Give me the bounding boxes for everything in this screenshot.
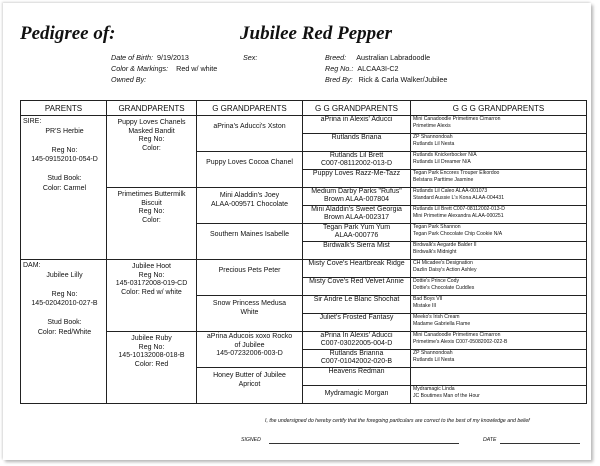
g-grandparent-5: Precious Pets Peter [197, 260, 303, 296]
sex-field: Sex: [243, 53, 258, 62]
bredby-field: Bred By: Rick & Carla Walker/Jubilee [325, 75, 448, 84]
title-row [20, 23, 580, 47]
reg-field: Reg No.: ALCAA3I-C2 [325, 64, 399, 73]
ggg-grandparent-5: Rutlands Lil Caleo ALAA-001073 Standard Aussie L's Kona ALAA-004431 [411, 188, 587, 206]
sire-cell: SIRE: PR'S Herbie Reg No: 145-09152010-054-D Stud Book: Color: Carmel [21, 116, 107, 260]
ggg-grandparent-13: Mini Canadoodle Primetimes Cimarron Primetime's Alexis C007-05082002-022-B [411, 332, 587, 350]
ggg-grandparent-1: Mini Canadoodle Primetimes Cimarron Primetime Alexis [411, 116, 587, 134]
date-line [500, 443, 580, 444]
breed-field: Breed: Australian Labradoodle [325, 53, 431, 62]
dam-cell: DAM: Jubilee Lilly Reg No: 145-02042010-027-B Stud Book: Color: Red/White [21, 260, 107, 404]
g-grandparent-4: Southern Maines Isabelle [197, 224, 303, 260]
pedigree-sheet [3, 3, 591, 460]
ggg-grandparent-6: Rutlands Lil Brett C007-08112002-013-D Mini Primetime Alexandra ALAA-000251 [411, 206, 587, 224]
ggg-grandparent-14: ZP Shannondoah Rutlands Lil Nesta [411, 350, 587, 368]
dog-name: Jubilee Red Pepper [240, 23, 392, 44]
color-field: Color & Markings: Red w/ white [111, 64, 218, 73]
gg-grandparent-1: aPrina in Alexis' Aducci [303, 116, 411, 134]
ggg-grandparent-16: Mydramagic Linda JC Boutimes Man of the Hour [411, 386, 587, 404]
pedigree-table [20, 100, 587, 404]
g-grandparent-7: aPrina Aducois xoxo Rocko of Jubilee 145-07232006-003-D [197, 332, 303, 368]
col-g-grandparents: G GRANDPARENTS [197, 101, 303, 116]
gg-grandparent-8: Birdwalk's Sierra Mist [303, 242, 411, 260]
ggg-grandparent-9: CH Micadee's Designation Dazlin Daisy's Action Ashley [411, 260, 587, 278]
date-label: DATE [483, 437, 497, 443]
g-grandparent-8: Honey Butter of Jubilee Apricot [197, 368, 303, 404]
ggg-grandparent-7: Tegan Park Shannon Tegan Park Chocolate Chip Cookie N/A [411, 224, 587, 242]
signed-label: SIGNED [241, 437, 261, 443]
gg-grandparent-4: Puppy Loves Razz-Me-Tazz [303, 170, 411, 188]
col-parents: PARENTS [21, 101, 107, 116]
ggg-grandparent-11: Bad Boys VII Mistake III [411, 296, 587, 314]
g-grandparent-1: aPrina's Aducci's Xston [197, 116, 303, 152]
grandparent-2: Primetimes Buttermilk Biscuit Reg No: Color: [107, 188, 197, 260]
col-ggg-grandparents: G G G GRANDPARENTS [411, 101, 587, 116]
col-grandparents: GRANDPARENTS [107, 101, 197, 116]
signature-line [269, 443, 459, 444]
ggg-grandparent-12: Meeko's Irish Cream Madame Gabriella Flame [411, 314, 587, 332]
gg-grandparent-5: Medium Darby Parks "Rufus" Brown ALAA-007804 [303, 188, 411, 206]
grandparent-4: Jubilee Ruby Reg No: 145-10132008-018-B Color: Red [107, 332, 197, 404]
gg-grandparent-6: Mini Aladdin's Sweet Georgia Brown ALAA-002317 [303, 206, 411, 224]
gg-grandparent-12: Juliet's Frosted Fantasy [303, 314, 411, 332]
g-grandparent-2: Puppy Loves Cocoa Chanel [197, 152, 303, 188]
ggg-grandparent-3: Rutlands Knickerbocker N/A Rutlands Lil Dreamer N/A [411, 152, 587, 170]
ggg-grandparent-8: Birdwalk's Aegarde Balder II Birdwalk's Midnight [411, 242, 587, 260]
pedigree-label: Pedigree of: [20, 23, 116, 44]
gg-grandparent-10: Misty Cove's Red Velvet Annie [303, 278, 411, 296]
gg-grandparent-14: Rutlands Brianna C007-01042002-020-B [303, 350, 411, 368]
gg-grandparent-7: Tegan Park Yum Yum ALAA-000776 [303, 224, 411, 242]
certification-text: I, the undersigned do hereby certify that the foregoing particulars are correct to the best of my knowledge and belief [265, 418, 530, 424]
grandparent-3: Jubilee Hoot Reg No: 145-03172008-019-CD Color: Red w/ white [107, 260, 197, 332]
grandparent-1: Puppy Loves Chanels Masked Bandit Reg No: Color: [107, 116, 197, 188]
gg-grandparent-15: Heavens Redman [303, 368, 411, 386]
gg-grandparent-13: aPrina In Alexis' Aducci C007-03022005-004-D [303, 332, 411, 350]
owned-field: Owned By: [111, 75, 147, 84]
g-grandparent-6: Snow Princess Medusa White [197, 296, 303, 332]
ggg-grandparent-10: Dottie's Prince Cody Dottie's Chocolate Cuddles [411, 278, 587, 296]
dob-field: Date of Birth: 9/19/2013 [111, 53, 189, 62]
g-grandparent-3: Mini Aladdin's Joey ALAA-009571 Chocolate [197, 188, 303, 224]
gg-grandparent-11: Sir Andre Le Blanc Shochat [303, 296, 411, 314]
ggg-grandparent-15 [411, 368, 587, 386]
ggg-grandparent-4: Tegan Park Encores Trouper Elkordoo Belstans Parttime Jasmine [411, 170, 587, 188]
gg-grandparent-3: Rutlands Lil Brett C007-08112002-013-D [303, 152, 411, 170]
header-row [21, 101, 587, 116]
gg-grandparent-16: Mydramagic Morgan [303, 386, 411, 404]
ggg-grandparent-2: ZP Shannondoah Rutlands Lil Nesta [411, 134, 587, 152]
gg-grandparent-2: Rutlands Briana [303, 134, 411, 152]
col-gg-grandparents: G G GRANDPARENTS [303, 101, 411, 116]
gg-grandparent-9: Misty Cove's Heartbreak Ridge [303, 260, 411, 278]
